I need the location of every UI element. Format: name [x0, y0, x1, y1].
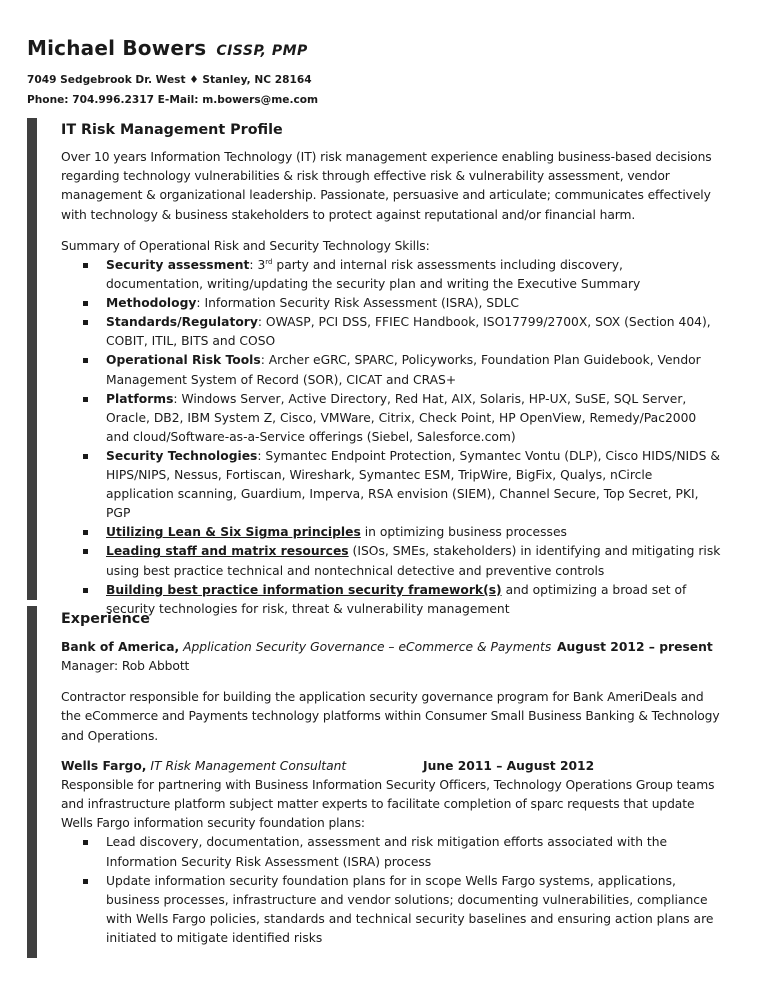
resume-header — [27, 36, 727, 110]
name-line — [27, 36, 727, 60]
phone-email: Phone: 704.996.2317 E-Mail: m.bowers@me.com — [27, 94, 319, 106]
bullet-icon — [83, 358, 88, 363]
list-item — [61, 872, 721, 948]
job-header — [61, 756, 721, 776]
list-item — [61, 351, 721, 389]
credentials: CISSP, PMP — [216, 43, 308, 59]
list-item — [61, 447, 721, 523]
skill-text: : Archer eGRC, SPARC, Policyworks, Foundation Plan Guidebook, Vendor Management System of Record (SOR), CICAT and CRAS+ — [106, 353, 701, 387]
skill-text: : OWASP, PCI DSS, FFIEC Handbook, ISO17799/2700X, SOX (Section 404), COBIT, ITIL, BITS and COSO — [106, 315, 711, 349]
list-item — [61, 390, 721, 447]
skill-label: Methodology — [106, 296, 197, 311]
address: 7049 Sedgebrook Dr. West ♦ Stanley, NC 28164 — [27, 74, 312, 86]
job-bullet-text: Update information security foundation plans for in scope Wells Fargo systems, applications, business processes, infrastructure and vendor solutions; documenting vulnerabilities, compliance with Wells Fargo policies, standards and technical security baselines and ensuring action plans are initiated to mitigate identified risks — [106, 873, 714, 945]
skill-text: : 3 — [249, 258, 266, 273]
list-item — [61, 294, 721, 313]
profile-summary: Over 10 years Information Technology (IT) risk management experience enabling business-based decisions regarding technology vulnerabilities & risk through effective risk & vulnerability assessment, vendor management & organizational leadership. Passionate, persuasive and articulate; communicates effectively with technology & business stakeholders to protect against reputational and/or financial harm. — [61, 150, 712, 222]
bullet-icon — [83, 549, 88, 554]
skill-label: Building best practice information security framework(s) — [106, 582, 502, 597]
bullet-icon — [83, 320, 88, 325]
skill-text: (ISOs, SMEs, stakeholders) in identifying and mitigating risk using best practice technical and nontechnical detective and preventive controls — [106, 544, 721, 578]
section-bar-profile — [27, 118, 37, 600]
skill-text: : Symantec Endpoint Protection, Symantec Vontu (DLP), Cisco HIDS/NIDS & HIPS/NIPS, Nessus, Fortiscan, Wireshark, Symantec ESM, TripWire, BigFix, Qualys, nCircle application scanning, Guardium, Imperva, RSA envision (SIEM), Channel Secure, Top Secret, PKI, PGP — [106, 448, 720, 521]
job-bullets — [61, 833, 721, 948]
skill-text: : Information Security Risk Assessment (ISRA), SDLC — [196, 296, 520, 311]
company-name: Wells Fargo, — [61, 758, 147, 773]
job-description: Contractor responsible for building the application security governance program for Bank AmeriDeals and the eCommerce and Payments technology platforms within Consumer Small Business Banking & Technology and Operations. — [61, 690, 720, 743]
job-bullet-text: Lead discovery, documentation, assessment and risk mitigation efforts associated with the Information Security Risk Assessment (ISRA) process — [106, 835, 668, 869]
skill-label: Platforms — [106, 391, 174, 406]
job-dates: August 2012 – present — [557, 640, 713, 654]
skill-text: : Windows Server, Active Directory, Red Hat, AIX, Solaris, HP-UX, SuSE, SQL Server, Oracle, DB2, IBM System Z, Cisco, VMWare, Citrix, Check Point, HP OpenView, Remedy/Pac2000 and cloud/Software-as-a-Service offerings (Siebel, Salesforce.com) — [106, 391, 697, 444]
job-description: Responsible for partnering with Business Information Security Officers, Technology Operations Group teams and infrastructure platform subject matter experts to facilitate completion of sparc requests that update Wells Fargo information security foundation plans: — [61, 777, 715, 831]
job-dates: June 2011 – August 2012 — [423, 758, 595, 773]
profile-title: IT Risk Management Profile — [61, 122, 283, 138]
skill-text: in optimizing business processes — [360, 525, 567, 540]
skill-label: Security assessment — [106, 258, 250, 273]
list-item — [61, 833, 721, 871]
contact-block — [27, 70, 727, 110]
skill-label: Leading staff and matrix resources — [106, 544, 349, 559]
bullet-icon — [83, 879, 88, 884]
experience-title: Experience — [61, 611, 150, 627]
skills-list — [61, 256, 721, 619]
list-item — [61, 523, 721, 542]
skill-label: Utilizing Lean & Six Sigma principles — [106, 525, 361, 540]
bullet-icon — [83, 263, 88, 268]
bullet-icon — [83, 301, 88, 306]
skills-intro: Summary of Operational Risk and Security Technology Skills: — [61, 238, 430, 253]
job-role: IT Risk Management Consultant — [150, 758, 347, 773]
skill-label: Security Technologies — [106, 448, 258, 463]
bullet-icon — [83, 397, 88, 402]
skill-text: party and internal risk assessments including discovery, documentation, writing/updating the security plan and writing the Executive Summary — [106, 258, 641, 292]
section-bar-experience — [27, 606, 37, 958]
profile-section — [61, 120, 721, 619]
list-item — [61, 256, 721, 294]
bullet-icon — [83, 530, 88, 535]
bullet-icon — [83, 454, 88, 459]
bullet-icon — [83, 588, 88, 593]
skill-label: Operational Risk Tools — [106, 353, 261, 368]
skill-text: and optimizing a broad set of security technologies for risk, threat & vulnerability management — [106, 582, 687, 616]
skill-sup: rd — [265, 257, 273, 266]
skill-label: Standards/Regulatory — [106, 315, 258, 330]
list-item — [61, 542, 721, 580]
list-item — [61, 313, 721, 351]
company-name: Bank of America, — [61, 640, 180, 654]
bullet-icon — [83, 840, 88, 845]
job-header — [61, 637, 721, 657]
experience-section — [61, 609, 721, 948]
job-manager: Manager: Rob Abbott — [61, 659, 190, 673]
job-role: Application Security Governance – eCommerce & Payments — [183, 640, 552, 654]
candidate-name: Michael Bowers — [27, 36, 207, 60]
